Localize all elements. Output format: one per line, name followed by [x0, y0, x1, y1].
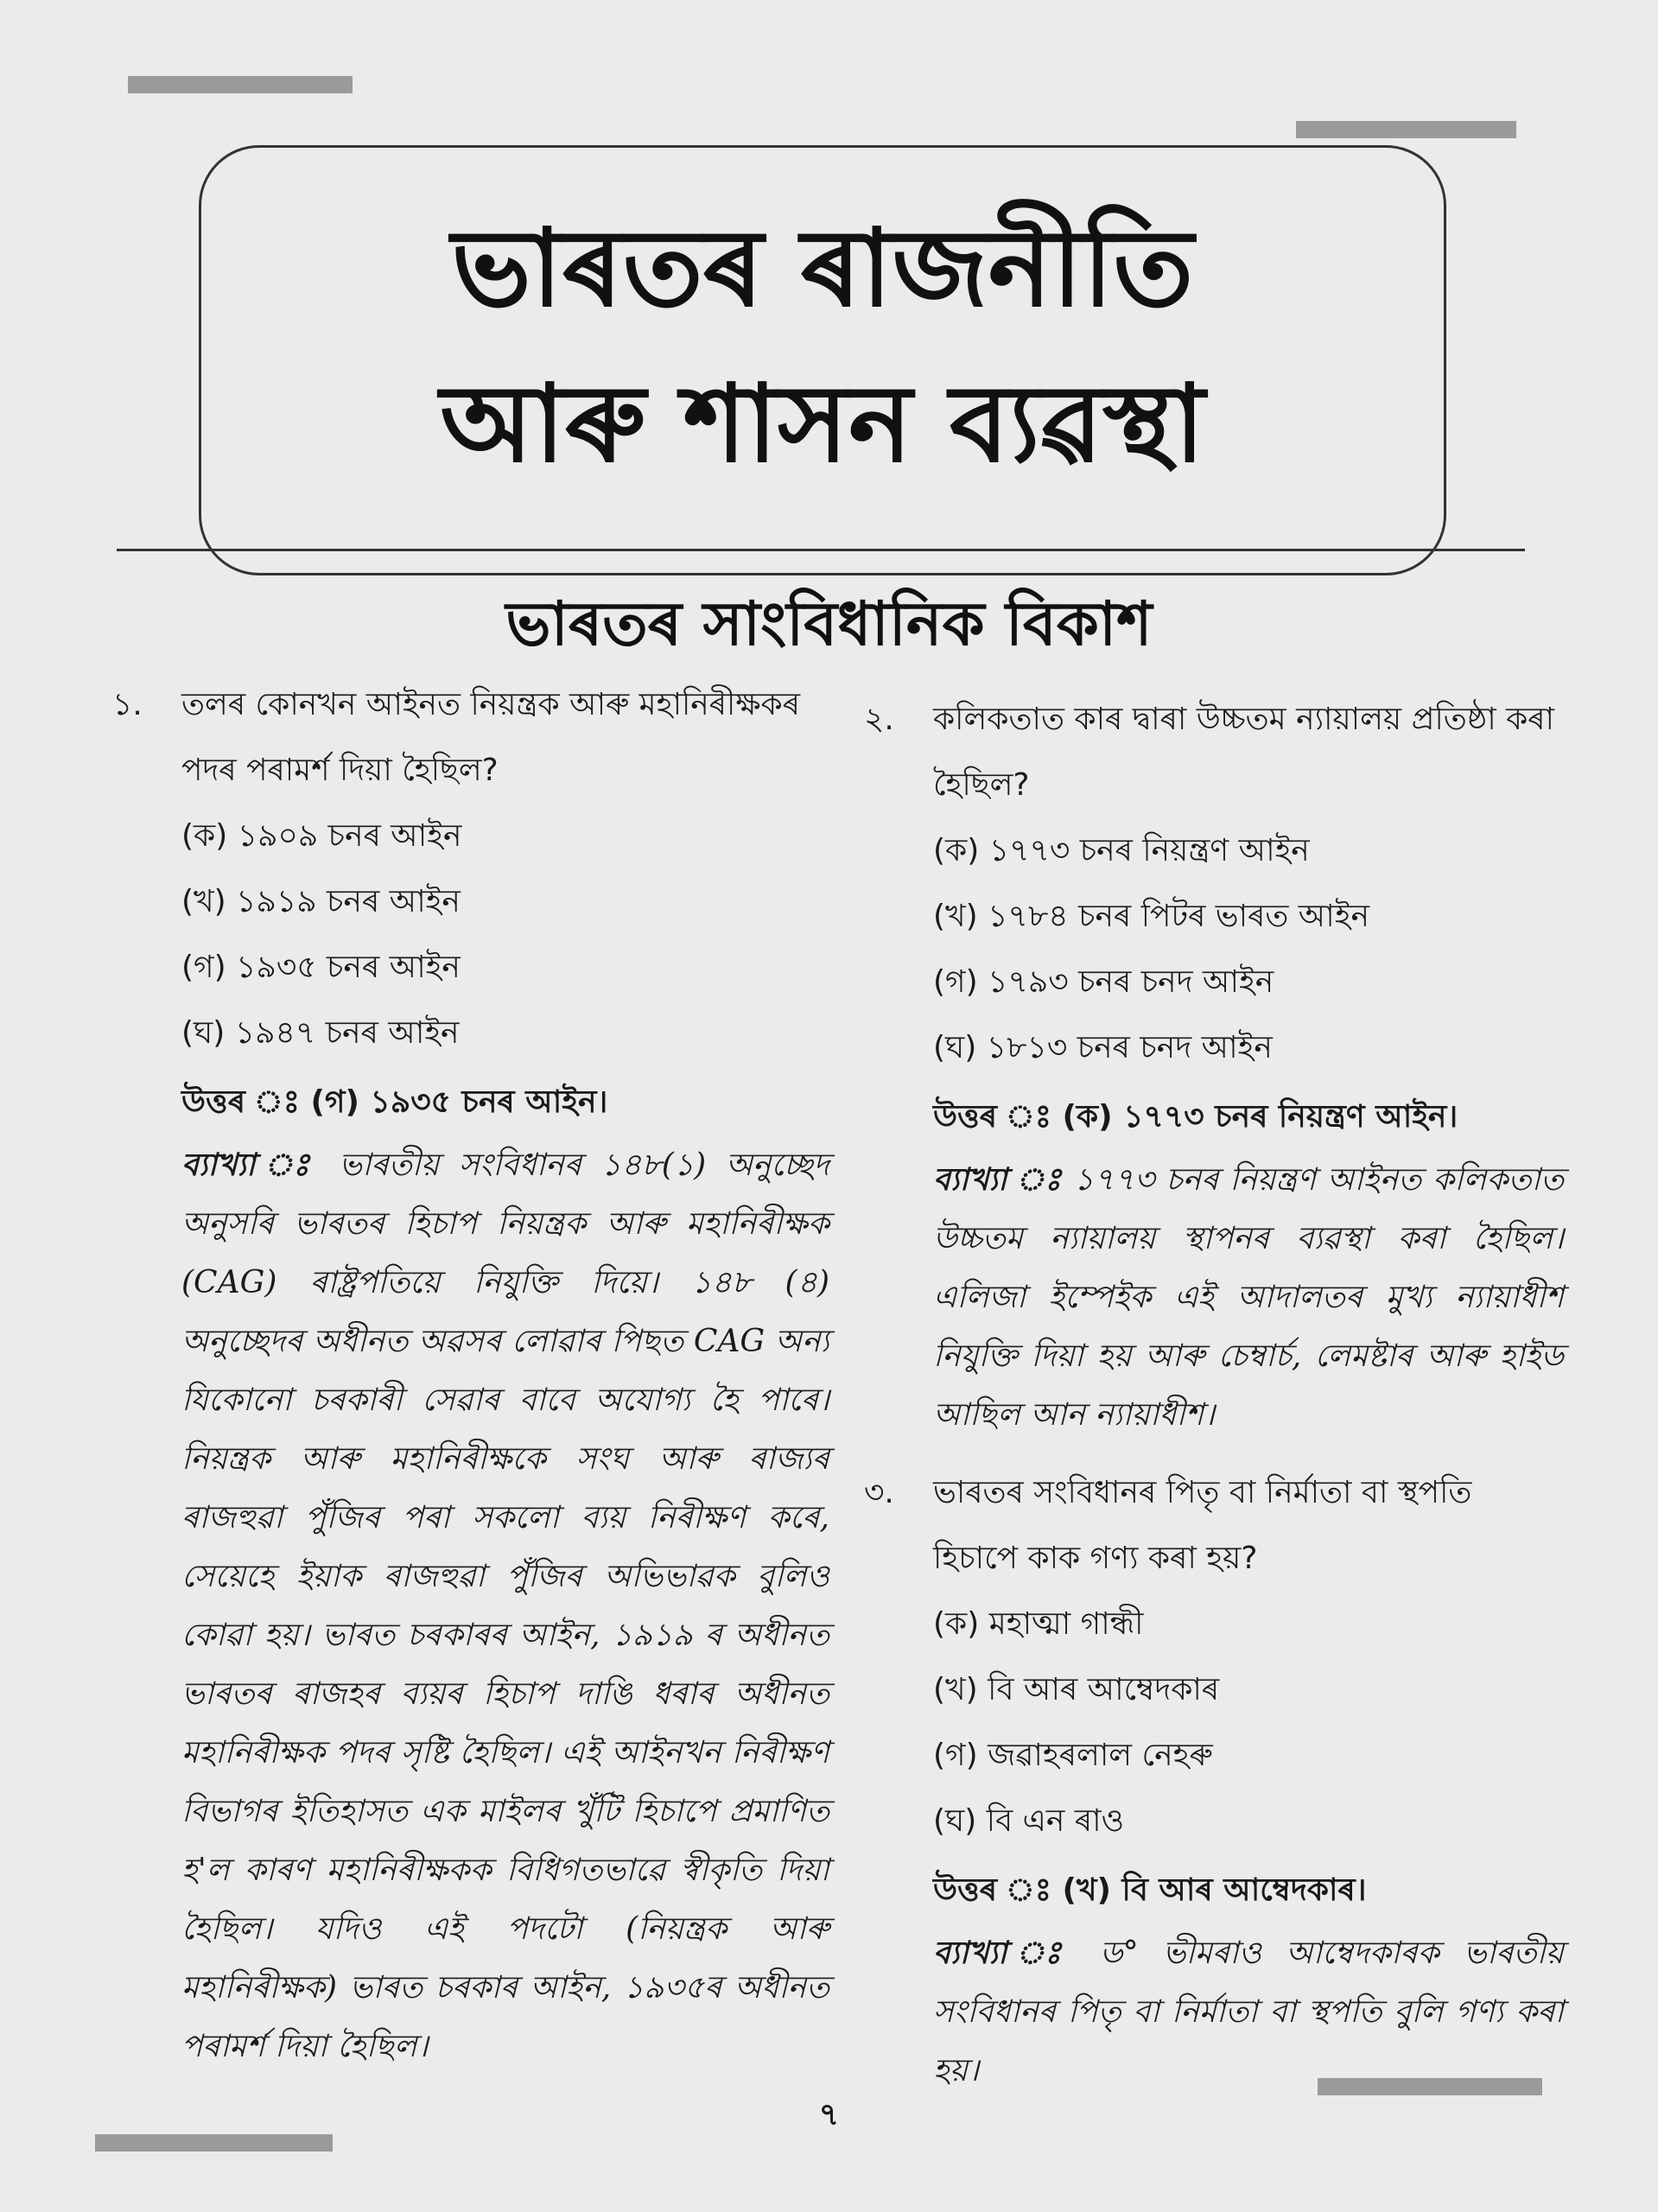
chapter-title-line-2: আৰু শাসন ব্যৱস্থা — [440, 362, 1205, 486]
question-number: ১. — [112, 687, 143, 722]
option: (ক) ১৭৭৩ চনৰ নিয়ন্ত্ৰণ আইন — [933, 833, 1310, 868]
decorative-bar-top-left — [128, 76, 353, 93]
answer: উত্তৰ ঃ (খ) বি আৰ আম্বেদকাৰ। — [933, 1872, 1367, 1908]
question-text: তলৰ কোনখন আইনত নিয়ন্ত্ৰক আৰু মহানিৰীক্ষকৰ পদৰ পৰামৰ্শ দিয়া হৈছিল? — [181, 687, 800, 788]
question-2 — [864, 687, 1564, 1445]
question-text: কলিকতাত কাৰ দ্বাৰা উচ্চতম ন্যায়ালয় প্ৰতিষ্ঠা কৰা হৈছিল? — [933, 702, 1554, 803]
section-title: ভাৰতৰ সাংবিধানিক বিকাশ — [505, 588, 1153, 659]
explanation — [933, 1150, 1564, 1445]
option: (গ) ১৯৩৫ চনৰ আইন — [181, 950, 461, 985]
option: (ক) মহাত্মা গান্ধী — [933, 1606, 1144, 1642]
decorative-bar-top-right — [1296, 121, 1516, 138]
explanation — [933, 1923, 1564, 2101]
option: (খ) ১৭৮৪ চনৰ পিটৰ ভাৰত আইন — [933, 899, 1369, 934]
option: (গ) জৱাহৰলাল নেহৰু — [933, 1738, 1213, 1773]
explanation-text: ভাৰতীয় সংবিধানৰ ১৪৮(১) অনুচ্ছেদ অনুসৰি ভাৰতৰ হিচাপ নিয়ন্ত্ৰক আৰু মহানিৰীক্ষক (CAG) ৰাষ্ট্ৰপতিয়ে নিযুক্তি দিয়ে। ১৪৮ (৪) অনুচ্ছেদৰ অধীনত অৱসৰ লোৱাৰ পিছত CAG অন্য যিকোনো চৰকাৰী সেৱাৰ বাবে অযোগ্য হৈ পাৰে। নিয়ন্ত্ৰক আৰু মহানিৰীক্ষকে সংঘ আৰু ৰাজ্যৰ ৰাজহুৱা পুঁজিৰ পৰা সকলো ব্যয় নিৰীক্ষণ কৰে, সেয়েহে ইয়াক ৰাজহুৱা পুঁজিৰ অভিভাৱক বুলিও কোৱা হয়। ভাৰত চৰকাৰৰ আইন, ১৯১৯ ৰ অধীনত ভাৰতৰ ৰাজহৰ ব্যয়ৰ হিচাপ দাঙি ধৰাৰ অধীনত মহানিৰীক্ষক পদৰ সৃষ্টি হৈছিল। এই আইনখন নিৰীক্ষণ বিভাগৰ ইতিহাসত এক মাইলৰ খুঁটি হিচাপে প্ৰমাণিত হ'ল কাৰণ মহানিৰীক্ষকক বিধিগতভাৱে স্বীকৃতি দিয়া হৈছিল। যদিও এই পদটো (নিয়ন্ত্ৰক আৰু মহানিৰীক্ষক) ভাৰত চৰকাৰ আইন, ১৯৩৫ৰ অধীনত পৰামৰ্শ দিয়া হৈছিল। — [181, 1147, 829, 2064]
answer: উত্তৰ ঃ (গ) ১৯৩৫ চনৰ আইন। — [181, 1084, 608, 1120]
option: (খ) বি আৰ আম্বেদকাৰ — [933, 1672, 1220, 1707]
right-column — [864, 687, 1564, 2101]
chapter-title-line-1: ভাৰতৰ ৰাজনীতি — [451, 207, 1194, 331]
question-text: ভাৰতৰ সংবিধানৰ পিতৃ বা নিৰ্মাতা বা স্থপতি হিচাপে কাক গণ্য কৰা হয়? — [933, 1475, 1472, 1576]
option: (ঘ) ১৯৪৭ চনৰ আইন — [181, 1015, 460, 1051]
explanation-text: ১৭৭৩ চনৰ নিয়ন্ত্ৰণ আইনত কলিকতাত উচ্চতম ন্যায়ালয় স্থাপনৰ ব্যৱস্থা কৰা হৈছিল। এলিজা ইম্পেইক এই আদালতৰ মুখ্য ন্যায়াধীশ নিযুক্তি দিয়া হয় আৰু চেম্বাৰ্চ, লেমষ্টাৰ আৰু হাইড আছিল আন ন্যায়াধীশ। — [933, 1162, 1564, 1433]
answer: উত্তৰ ঃ (ক) ১৭৭৩ চনৰ নিয়ন্ত্ৰণ আইন। — [933, 1099, 1458, 1135]
option: (ঘ) বি এন ৰাও — [933, 1803, 1125, 1839]
explanation-label: ব্যাখ্যা ঃ — [181, 1147, 320, 1183]
explanation — [181, 1135, 829, 2076]
option: (গ) ১৭৯৩ চনৰ চনদ আইন — [933, 964, 1274, 1000]
explanation-label: ব্যাখ্যা ঃ — [933, 1935, 1076, 1971]
chapter-title-box — [199, 145, 1446, 575]
option: (ঘ) ১৮১৩ চনৰ চনদ আইন — [933, 1030, 1273, 1065]
question-1 — [112, 672, 829, 2076]
explanation-text: ড° ভীমৰাও আম্বেদকাৰক ভাৰতীয় সংবিধানৰ পিতৃ বা নিৰ্মাতা বা স্থপতি বুলি গণ্য কৰা হয়। — [933, 1936, 1564, 2088]
option: (খ) ১৯১৯ চনৰ আইন — [181, 884, 461, 919]
question-3 — [864, 1460, 1564, 2101]
question-number: ২. — [864, 702, 894, 737]
option: (ক) ১৯০৯ চনৰ আইন — [181, 818, 462, 854]
question-number: ৩. — [864, 1475, 894, 1510]
left-column — [112, 672, 829, 2076]
horizontal-rule — [117, 549, 1525, 551]
page-number: ৭ — [818, 2097, 840, 2133]
explanation-label: ব্যাখ্যা ঃ — [933, 1161, 1063, 1198]
